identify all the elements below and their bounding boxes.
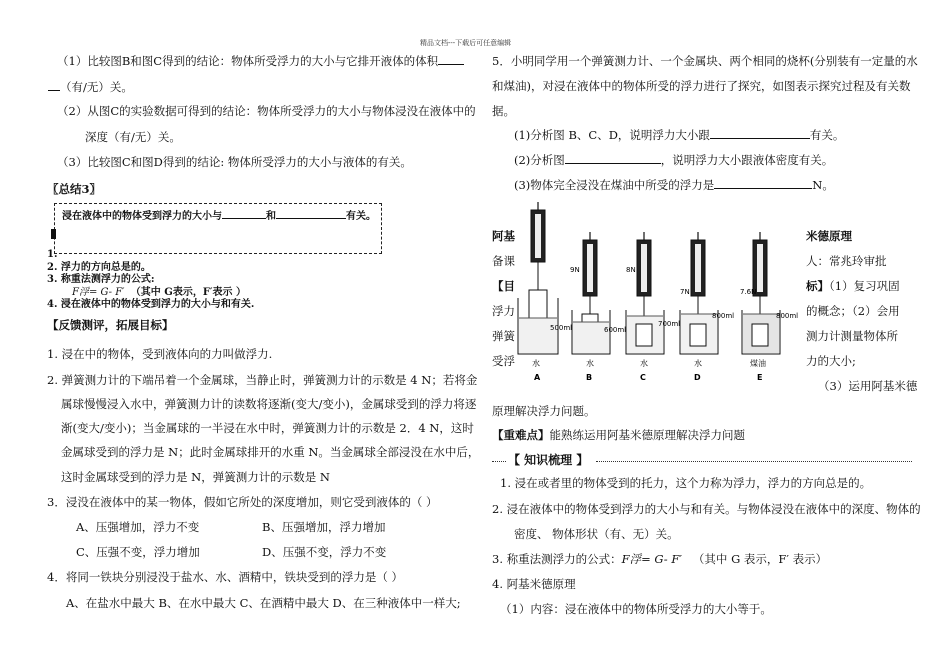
side-right-4: 的概念；（2）会用	[806, 304, 900, 318]
side-left-1: 阿基	[492, 229, 515, 243]
subq-2	[514, 153, 833, 167]
experiment-figure	[514, 198, 806, 386]
liquid-label-d: 水	[694, 359, 702, 368]
side-right-1: 米德原理	[806, 229, 852, 243]
apparatus-e	[740, 232, 798, 382]
box-text-c: 有关。	[346, 211, 376, 222]
knowledge-3	[492, 552, 827, 566]
formula-note: （其中 G表示，F′表示 ）	[130, 287, 247, 298]
knowledge-2-line2: 密度、 物体形状（有、无）关。	[514, 527, 679, 541]
side-left-4: 浮力	[492, 304, 515, 318]
letter-d: D	[694, 373, 701, 382]
feedback-2-line1: 2. 弹簧测力计的下端吊着一个金属球，当静止时，弹簧测力计的示数是 4 N；若将金	[47, 373, 478, 387]
knowledge-3-formula: F浮= G- F′	[621, 552, 682, 566]
question-1-text: （1）比较图B和图C得到的结论：物体所受浮力的大小与它排开液体的体积	[57, 54, 439, 68]
subq-1-text: (1)分析图 B、C、D，说明浮力大小跟	[514, 128, 710, 142]
subq-2-text: (2)分析图	[514, 153, 565, 167]
apparatus-c	[626, 232, 680, 382]
liquid-label-e: 煤油	[750, 359, 766, 368]
blank[interactable]	[222, 218, 266, 219]
key-points-label: 【重难点】	[492, 428, 550, 442]
reading-b: 9N	[570, 266, 580, 274]
volume-label-d: 800ml	[712, 312, 735, 320]
section-rule-right	[596, 461, 912, 462]
question-1-line1	[57, 54, 464, 68]
box-text-b: 和	[266, 211, 276, 222]
feedback-title: 【反馈测评，拓展目标】	[47, 318, 174, 332]
side-right-5: 测力计测量物体所	[806, 329, 898, 343]
knowledge-4: 4. 阿基米德原理	[492, 577, 576, 591]
blank[interactable]	[565, 163, 661, 164]
subq-3-text: (3)物体完全浸没在煤油中所受的浮力是	[514, 178, 715, 192]
summary-box-text	[62, 210, 376, 224]
question-3: （3）比较图C和图D得到的结论: 物体所受浮力的大小与液体的有关。	[57, 155, 412, 169]
side-left-6: 受浮	[492, 354, 515, 368]
subq-1-end: 有关。	[809, 128, 845, 142]
objective-end: 原理解决浮力问题。	[492, 404, 596, 418]
feedback-2-line5: 这时金属球受到的浮力是 N，弹簧测力计的示数是 N	[61, 470, 330, 484]
problem-5-line3: 据。	[492, 104, 515, 118]
side-left-3: 【目	[492, 279, 515, 293]
feedback-2-line4: 金属球受到的浮力是 N；此时金属球排开的水重 N。当金属球全部浸没在水中后，	[61, 445, 480, 459]
side-right-3	[806, 279, 900, 293]
problem-5-line2: 和煤油)，对浸在液体中的物体所受的浮力进行了探究，如图表示探究过程及有关数	[492, 79, 911, 93]
page-header: 精品文档---下载后可任意编辑	[420, 39, 512, 47]
apparatus-b	[570, 232, 626, 382]
blank[interactable]	[438, 64, 464, 65]
letter-c: C	[640, 373, 646, 382]
blank[interactable]	[276, 218, 346, 219]
side-right-2: 人：常兆玲审批	[806, 254, 887, 268]
volume-label-b: 600ml	[604, 326, 627, 334]
side-left-2: 备课	[492, 254, 515, 268]
summary-title: 〖总结3〗	[47, 182, 102, 196]
apparatus-d	[680, 232, 734, 382]
apparatus-a	[518, 202, 572, 382]
reading-d: 7N	[680, 288, 690, 296]
feedback-1: 1. 浸在中的物体，受到液体向的力叫做浮力.	[47, 347, 273, 361]
knowledge-2-line1: 2. 浸在液体中的物体受到浮力的大小与和有关。与物体浸没在液体中的深度、物体的	[492, 502, 921, 516]
feedback-3-option-b[interactable]: B、压强增加，浮力增加	[262, 520, 386, 534]
knowledge-3-text: 3. 称重法测浮力的公式：	[492, 552, 622, 566]
feedback-3: 3．浸没在液体中的某一物体，假如它所处的深度增加，则它受到液体的（ ）	[47, 495, 438, 509]
feedback-2-line2: 属球慢慢浸入水中，弹簧测力计的读数将逐渐(变大/变小)，金属球受到的浮力将逐	[61, 397, 477, 411]
blank[interactable]	[710, 138, 810, 139]
subq-3-end: N。	[812, 178, 834, 192]
reading-c: 8N	[626, 266, 636, 274]
list-item-2: 2. 浮力的方向总是的。	[47, 262, 151, 273]
blank[interactable]	[714, 188, 812, 189]
feedback-3-option-a[interactable]: A、压强增加，浮力不变	[76, 520, 200, 534]
letter-b: B	[586, 373, 593, 382]
question-1-text-end: （有/无）关。	[60, 80, 133, 94]
subq-3	[514, 178, 834, 192]
key-points-text: 能熟练运用阿基米德原理解决浮力问题	[549, 428, 745, 442]
reading-e: 7.6N	[740, 288, 757, 296]
side-right-3-label: 标】	[806, 279, 829, 293]
liquid-label-b: 水	[586, 359, 594, 368]
feedback-3-option-d[interactable]: D、压强不变，浮力不变	[262, 545, 387, 559]
letter-e: E	[757, 373, 763, 382]
list-item-1: 1.	[47, 249, 58, 260]
list-item-4: 4. 浸在液体中的物体受到浮力的大小与和有关.	[47, 299, 255, 310]
feedback-3-option-c[interactable]: C、压强不变，浮力增加	[76, 545, 200, 559]
list-item-3: 3. 称重法测浮力的公式:	[47, 274, 155, 285]
side-right-6: 力的大小;	[806, 354, 856, 368]
knowledge-5: （1）内容：浸在液体中的物体所受浮力的大小等于。	[500, 602, 772, 616]
knowledge-3-note: （其中 G 表示，F′ 表示）	[692, 552, 828, 566]
box-marker	[51, 229, 56, 239]
feedback-4-options[interactable]: A、在盐水中最大 B、在水中最大 C、在酒精中最大 D、在三种液体中一样大;	[66, 596, 461, 610]
volume-label-c: 700ml	[658, 320, 681, 328]
side-left-5: 弹簧	[492, 329, 515, 343]
subq-2-end: ，说明浮力大小跟液体密度有关。	[660, 153, 834, 167]
side-right-7: （3）运用阿基米德	[818, 379, 918, 393]
question-2-line1: （2）从图C的实验数据可得到的结论：物体所受浮力的大小与物体浸没在液体中的	[57, 104, 476, 118]
liquid-label-a: 水	[532, 359, 540, 368]
blank[interactable]	[48, 90, 60, 91]
liquid-label-c: 水	[640, 359, 648, 368]
subq-1	[514, 128, 844, 142]
question-2-line2: 深度（有/无）关。	[85, 130, 181, 144]
feedback-4: 4．将同一铁块分别浸没于盐水、水、酒精中，铁块受到的浮力是（ ）	[47, 570, 403, 584]
question-1-line2	[48, 80, 133, 94]
volume-label-e: 800ml	[776, 312, 799, 320]
key-points	[492, 428, 745, 442]
side-right-3-text: （1）复习巩固	[829, 279, 900, 293]
volume-label-a: 500ml	[550, 324, 573, 332]
knowledge-title: 【 知识梳理 】	[508, 453, 589, 467]
feedback-2-line3: 渐(变大/变小)；当金属球的一半浸在水中时，弹簧测力计的示数是 2．4 N，这时	[61, 421, 474, 435]
knowledge-1: 1. 浸在或者里的物体受到的托力，这个力称为浮力，浮力的方向总是的。	[500, 476, 872, 490]
letter-a: A	[534, 373, 541, 382]
formula: F浮= G- F′	[72, 287, 125, 298]
section-rule-left	[492, 461, 506, 462]
box-text-a: 浸在液体中的物体受到浮力的大小与	[62, 211, 222, 222]
problem-5-line1: 5．小明同学用一个弹簧测力计、一个金属块、两个相同的烧杯(分别装有一定量的水	[492, 54, 918, 68]
